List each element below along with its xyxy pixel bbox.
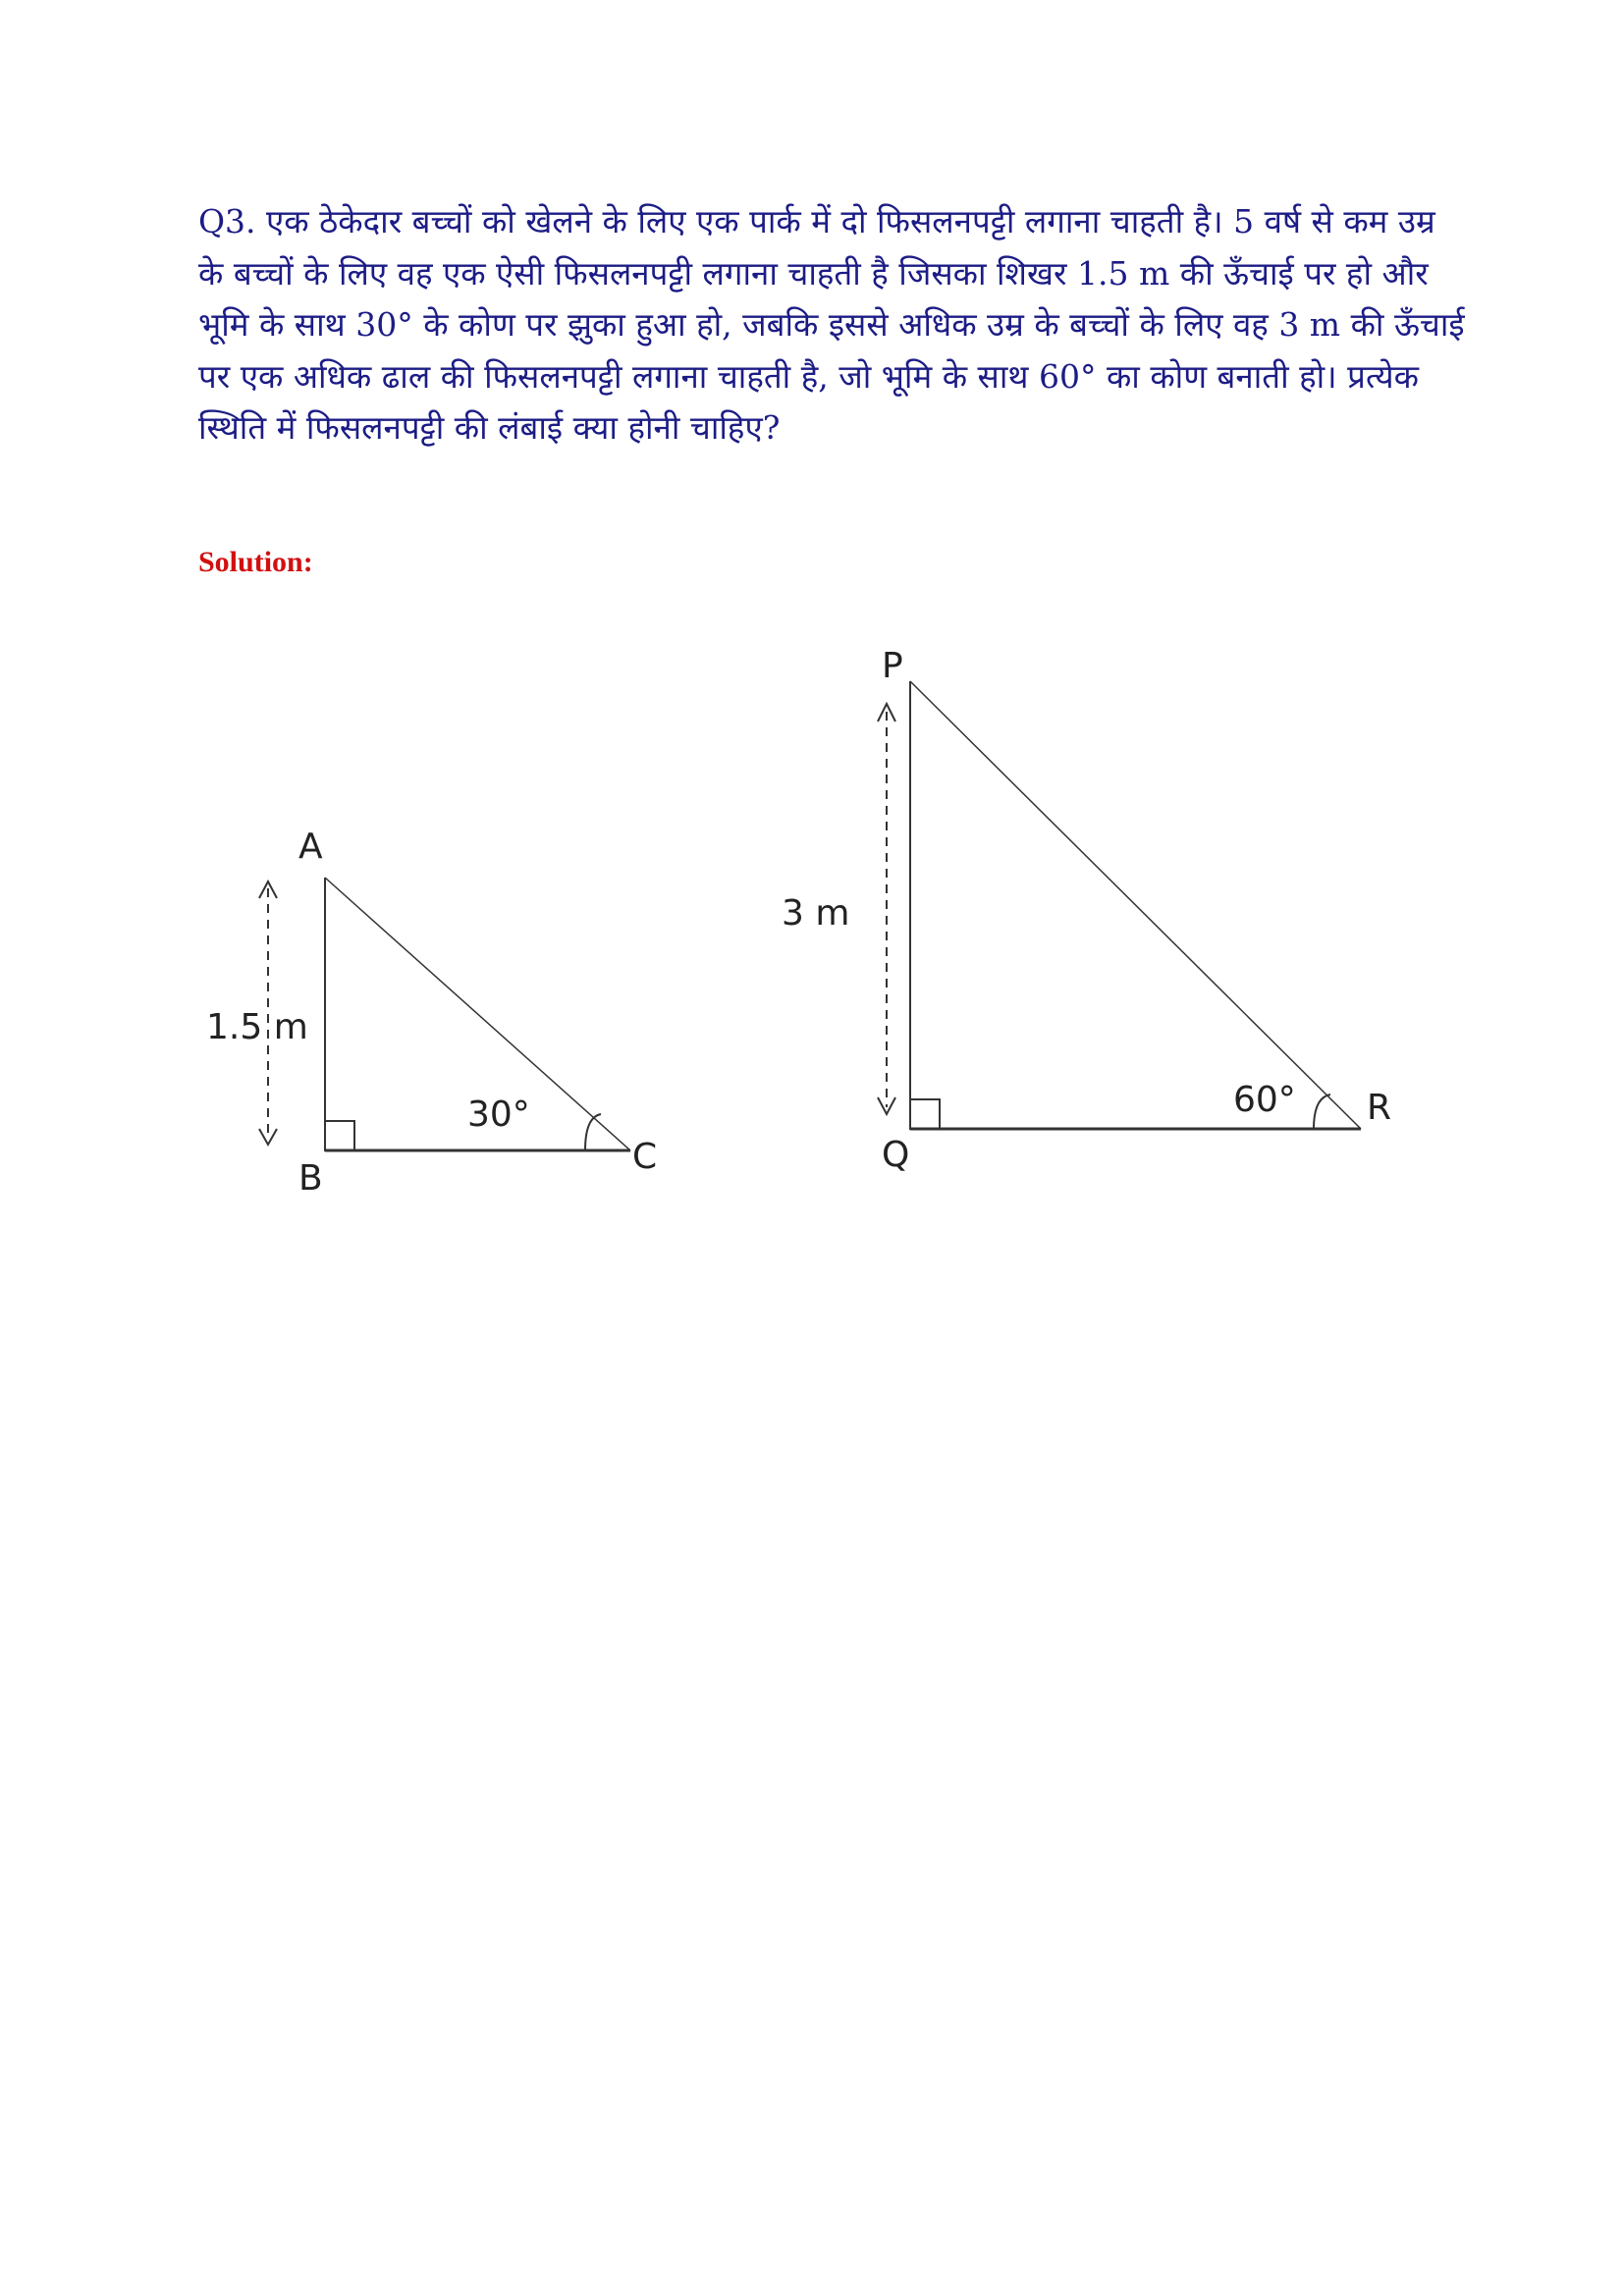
height-label-1: 1.5 m	[206, 1007, 308, 1047]
label-q: Q	[882, 1135, 910, 1175]
label-c: C	[632, 1137, 658, 1177]
right-angle-mark	[325, 1121, 354, 1150]
solution-heading: Solution:	[198, 546, 313, 578]
triangle-abc	[259, 878, 630, 1150]
label-r: R	[1367, 1088, 1392, 1128]
angle-label-1: 30°	[467, 1095, 530, 1135]
label-p: P	[882, 646, 903, 686]
height-label-2: 3 m	[782, 893, 850, 934]
angle-arc	[1314, 1095, 1330, 1129]
question-text: Q3. एक ठेकेदार बच्चों को खेलने के लिए एक पार्क में दो फिसलनपट्टी लगाना चाहती है। 5 वर्ष से कम उम्र के बच्चों के लिए वह एक ऐसी फिसलनपट्टी लगाना चाहती है जिसका शिखर 1.5 m की ऊँचाई पर हो और भूमि के साथ 30° के कोण पर झुका हुआ हो, जबकि इससे अधिक उम्र के बच्चों के लिए वह 3 m की ऊँचाई पर एक अधिक ढाल की फिसलनपट्टी लगाना चाहती है, जो भूमि के साथ 60° का कोण बनाती हो। प्रत्येक स्थिति में फिसलनपट्टी की लंबाई क्या होनी चाहिए?	[198, 202, 1465, 447]
angle-label-2: 60°	[1233, 1080, 1296, 1120]
right-angle-mark	[910, 1099, 940, 1129]
label-a: A	[298, 827, 323, 867]
angle-arc	[585, 1114, 601, 1150]
label-b: B	[298, 1158, 323, 1199]
triangle-pqr	[878, 681, 1361, 1129]
